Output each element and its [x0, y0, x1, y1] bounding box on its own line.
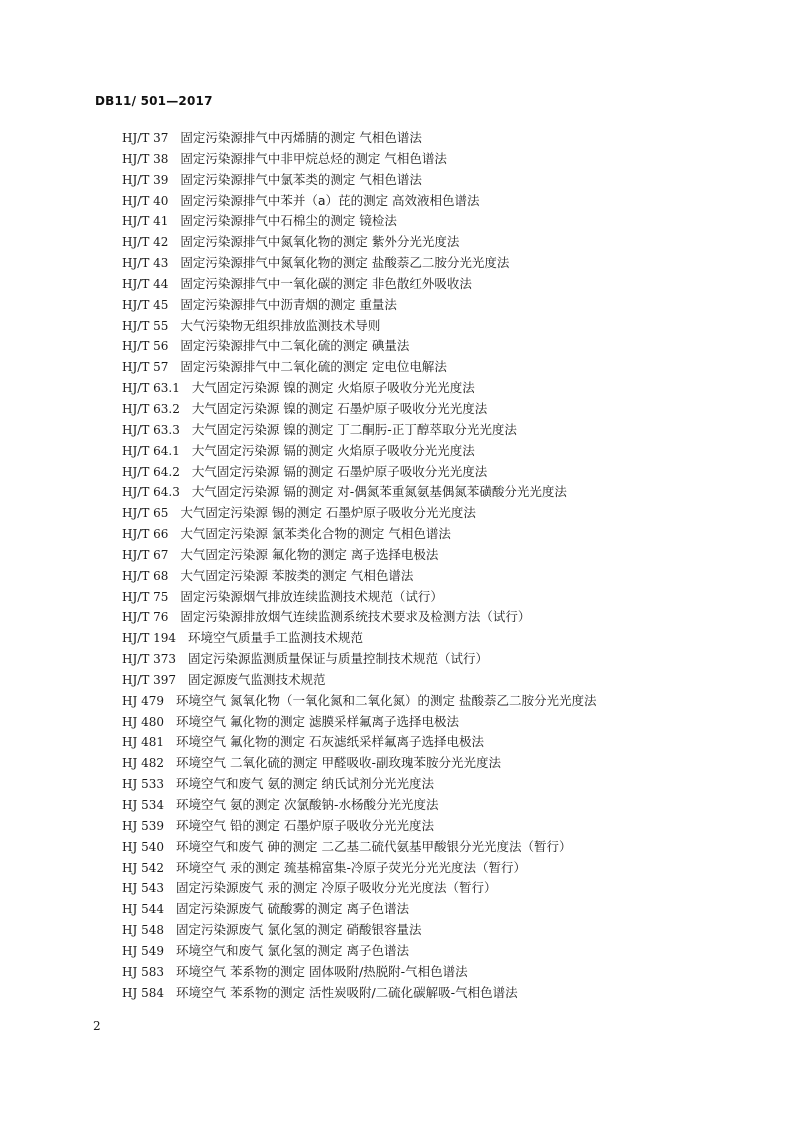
reference-code: HJ/T 194 [122, 631, 177, 646]
reference-code: HJ/T 44 [122, 276, 169, 291]
reference-item [122, 878, 762, 899]
reference-code: HJ 544 [122, 902, 164, 917]
reference-item [122, 795, 762, 816]
reference-code: HJ/T 63.1 [122, 381, 180, 396]
reference-code: HJ 549 [122, 943, 164, 958]
reference-title: 大气固定污染源 镍的测定 火焰原子吸收分光光度法 [191, 380, 475, 396]
reference-code: HJ/T 56 [122, 339, 169, 354]
reference-code: HJ/T 55 [122, 318, 169, 333]
reference-item [122, 274, 762, 295]
reference-title: 环境空气和废气 氨的测定 纳氏试剂分光光度法 [176, 776, 434, 792]
reference-code: HJ/T 64.3 [122, 485, 180, 500]
reference-title: 大气固定污染源 苯胺类的测定 气相色谱法 [180, 567, 414, 583]
reference-title: 大气固定污染源 氟化物的测定 离子选择电极法 [180, 546, 439, 562]
reference-item [122, 482, 762, 503]
reference-title: 固定污染源排气中氮氧化物的测定 紫外分光光度法 [180, 234, 460, 250]
reference-item [122, 399, 762, 420]
reference-item [122, 545, 762, 566]
reference-title: 环境空气 氟化物的测定 石灰滤纸采样氟离子选择电极法 [176, 734, 484, 750]
reference-code: HJ 534 [122, 798, 164, 812]
reference-item [122, 899, 762, 920]
reference-title: 固定污染源排气中二氧化硫的测定 定电位电解法 [180, 359, 447, 375]
reference-code: HJ/T 373 [122, 652, 177, 667]
reference-code: HJ 543 [122, 881, 164, 896]
reference-item [122, 983, 762, 1004]
reference-code: HJ 540 [122, 839, 164, 854]
reference-item [122, 420, 762, 441]
reference-item [122, 691, 762, 712]
reference-title: 固定污染源废气 氯化氢的测定 硝酸银容量法 [176, 922, 422, 938]
reference-code: HJ 480 [122, 714, 164, 729]
reference-title: 环境空气 汞的测定 巯基棉富集-冷原子荧光分光光度法（暂行） [176, 859, 526, 875]
reference-code: HJ 548 [122, 923, 164, 938]
reference-item [122, 628, 762, 649]
reference-code: HJ/T 37 [122, 131, 169, 145]
reference-item [122, 649, 762, 670]
reference-item [122, 774, 762, 795]
reference-item [122, 149, 762, 170]
reference-item [122, 211, 762, 232]
reference-title: 环境空气 铅的测定 石墨炉原子吸收分光光度法 [176, 817, 434, 833]
reference-item [122, 732, 762, 753]
reference-title: 固定污染源排气中氮氧化物的测定 盐酸萘乙二胺分光光度法 [180, 255, 510, 271]
reference-item [122, 232, 762, 253]
reference-title: 固定污染源排气中沥青烟的测定 重量法 [180, 296, 397, 312]
reference-item [122, 816, 762, 837]
reference-code: HJ/T 63.2 [122, 401, 180, 416]
reference-title: 环境空气 氮氧化物（一氧化氮和二氧化氮）的测定 盐酸萘乙二胺分光光度法 [176, 692, 597, 708]
reference-title: 环境空气和废气 砷的测定 二乙基二硫代氨基甲酸银分光光度法（暂行） [176, 838, 572, 854]
reference-item [122, 941, 762, 962]
reference-code: HJ 533 [122, 777, 164, 792]
reference-code: HJ 539 [122, 818, 164, 833]
reference-item [122, 837, 762, 858]
reference-item [122, 607, 762, 628]
reference-item [122, 378, 762, 399]
reference-item [122, 858, 762, 879]
reference-code: HJ 481 [122, 735, 164, 750]
reference-code: HJ/T 64.1 [122, 443, 180, 458]
reference-title: 大气固定污染源 氯苯类化合物的测定 气相色谱法 [180, 526, 451, 542]
reference-code: HJ/T 40 [122, 193, 169, 208]
reference-code: HJ/T 41 [122, 214, 169, 229]
reference-code: HJ/T 42 [122, 235, 169, 250]
reference-title: 大气固定污染源 镉的测定 对-偶氮苯重氮氨基偶氮苯磺酸分光光度法 [191, 484, 567, 500]
reference-title: 环境空气 苯系物的测定 固体吸附/热脱附-气相色谱法 [176, 963, 468, 979]
reference-title: 环境空气 氟化物的测定 滤膜采样氟离子选择电极法 [176, 713, 459, 729]
reference-title: 环境空气 二氧化硫的测定 甲醛吸收-副玫瑰苯胺分光光度法 [176, 755, 501, 771]
reference-item [122, 441, 762, 462]
reference-item [122, 295, 762, 316]
reference-item [122, 920, 762, 941]
reference-code: HJ/T 76 [122, 610, 169, 625]
reference-item [122, 670, 762, 691]
reference-title: 固定污染源排气中二氧化硫的测定 碘量法 [180, 338, 410, 354]
reference-title: 固定源废气监测技术规范 [188, 671, 326, 687]
reference-item [122, 316, 762, 337]
reference-code: HJ 542 [122, 860, 164, 875]
reference-code: HJ/T 75 [122, 589, 169, 604]
reference-item [122, 357, 762, 378]
reference-title: 环境空气质量手工监测技术规范 [188, 630, 364, 646]
reference-title: 固定污染源废气 硫酸雾的测定 离子色谱法 [176, 901, 409, 917]
reference-code: HJ/T 43 [122, 256, 169, 271]
reference-code: HJ/T 45 [122, 297, 169, 312]
reference-title: 大气固定污染源 镉的测定 石墨炉原子吸收分光光度法 [191, 463, 488, 479]
reference-code: HJ 583 [122, 964, 164, 979]
reference-code: HJ/T 65 [122, 506, 169, 521]
reference-code: HJ/T 64.2 [122, 464, 180, 479]
reference-title: 固定污染源排气中丙烯腈的测定 气相色谱法 [180, 130, 422, 145]
reference-code: HJ/T 397 [122, 672, 177, 687]
reference-title: 大气固定污染源 锡的测定 石墨炉原子吸收分光光度法 [180, 505, 476, 521]
reference-item [122, 962, 762, 983]
reference-code: HJ/T 66 [122, 527, 169, 542]
reference-title: 固定污染源排放烟气连续监测系统技术要求及检测方法（试行） [180, 609, 531, 625]
reference-title: 大气固定污染源 镉的测定 火焰原子吸收分光光度法 [191, 442, 475, 458]
reference-code: HJ/T 68 [122, 568, 169, 583]
reference-title: 固定污染源监测质量保证与质量控制技术规范（试行） [188, 651, 489, 667]
reference-title: 环境空气 氨的测定 次氯酸钠-水杨酸分光光度法 [176, 797, 439, 812]
reference-code: HJ 584 [122, 985, 164, 1000]
reference-item [122, 128, 762, 149]
reference-item [122, 753, 762, 774]
reference-code: HJ/T 38 [122, 151, 169, 166]
reference-code: HJ/T 67 [122, 547, 169, 562]
reference-title: 大气固定污染源 镍的测定 丁二酮肟-正丁醇萃取分光光度法 [191, 421, 517, 437]
reference-title: 固定污染源烟气排放连续监测技术规范（试行） [180, 588, 443, 604]
reference-code: HJ 482 [122, 756, 164, 771]
reference-item [122, 336, 762, 357]
reference-item [122, 462, 762, 483]
standard-number-header: DB11/ 501—2017 [95, 94, 213, 108]
page-number: 2 [93, 1019, 101, 1033]
reference-title: 环境空气 苯系物的测定 活性炭吸附/二硫化碳解吸-气相色谱法 [176, 984, 518, 1000]
normative-reference-list [122, 128, 762, 1003]
reference-title: 大气污染物无组织排放监测技术导则 [180, 317, 381, 333]
reference-title: 固定污染源排气中非甲烷总烃的测定 气相色谱法 [180, 150, 447, 166]
reference-code: HJ 479 [122, 693, 164, 708]
reference-title: 固定污染源排气中苯并（a）芘的测定 高效液相色谱法 [180, 192, 480, 208]
reference-title: 环境空气和废气 氯化氢的测定 离子色谱法 [176, 942, 409, 958]
reference-title: 固定污染源废气 汞的测定 冷原子吸收分光光度法（暂行） [176, 880, 497, 896]
reference-code: HJ/T 57 [122, 360, 169, 375]
reference-item [122, 587, 762, 608]
reference-title: 大气固定污染源 镍的测定 石墨炉原子吸收分光光度法 [191, 400, 488, 416]
reference-title: 固定污染源排气中石棉尘的测定 镜检法 [180, 213, 397, 229]
reference-item [122, 253, 762, 274]
reference-item [122, 712, 762, 733]
reference-code: HJ/T 39 [122, 172, 169, 187]
reference-item [122, 170, 762, 191]
reference-item [122, 503, 762, 524]
reference-item [122, 566, 762, 587]
reference-item [122, 191, 762, 212]
reference-code: HJ/T 63.3 [122, 422, 180, 437]
reference-title: 固定污染源排气中一氧化碳的测定 非色散红外吸收法 [180, 275, 472, 291]
reference-title: 固定污染源排气中氯苯类的测定 气相色谱法 [180, 171, 422, 187]
reference-item [122, 524, 762, 545]
